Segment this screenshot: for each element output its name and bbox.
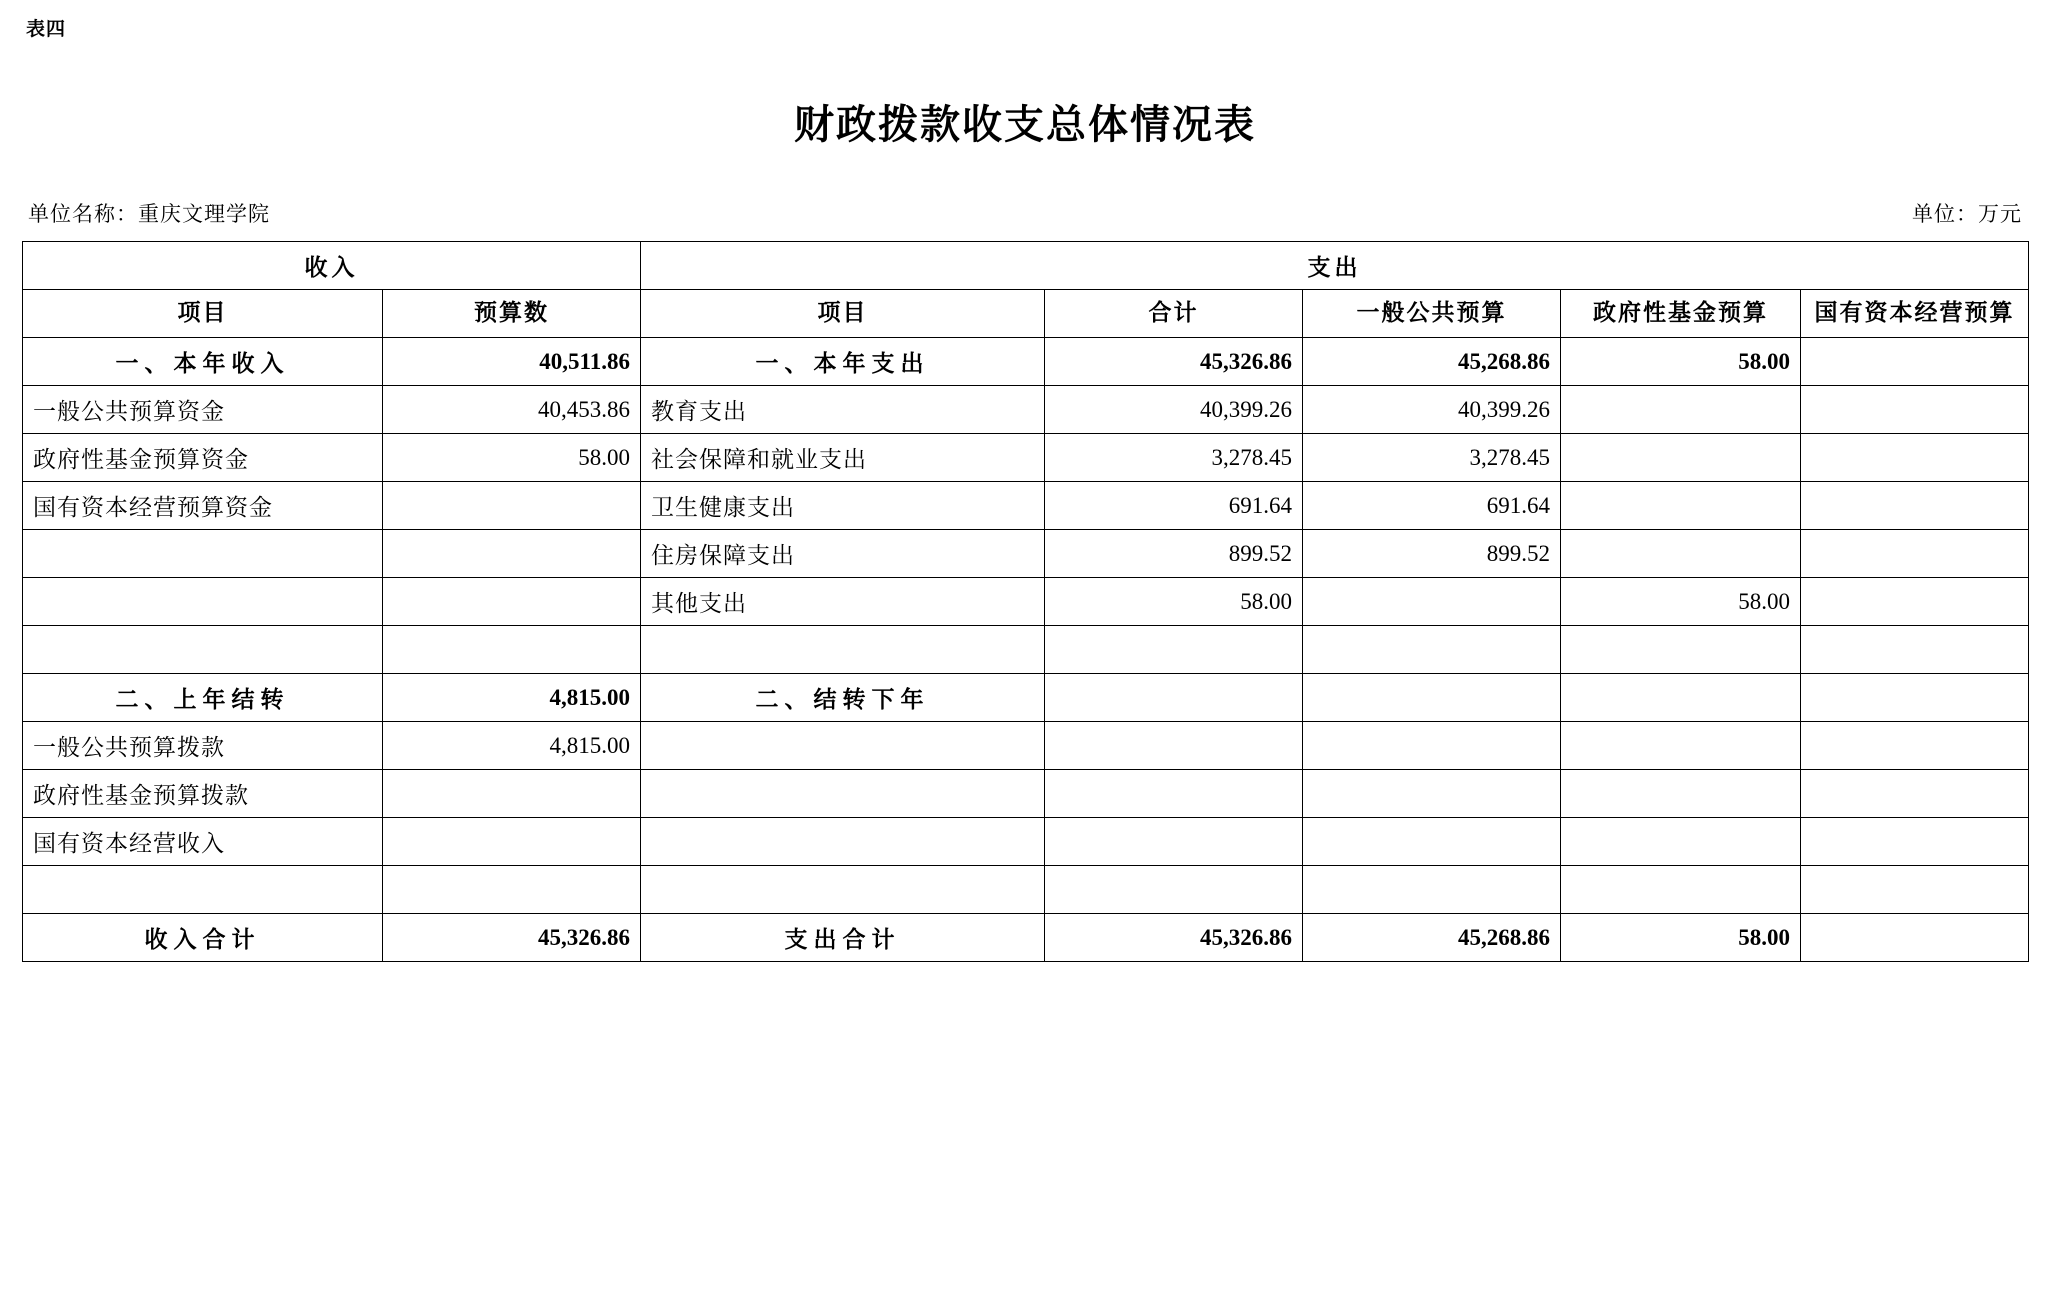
cell-total — [1045, 674, 1303, 722]
cell-income-budget: 40,453.86 — [383, 386, 641, 434]
cell-general-public-budget: 899.52 — [1303, 530, 1561, 578]
cell-expense-item: 支出合计 — [641, 914, 1045, 962]
header-state-capital-budget: 国有资本经营预算 — [1801, 290, 2029, 338]
cell-total — [1045, 866, 1303, 914]
cell-general-public-budget: 45,268.86 — [1303, 914, 1561, 962]
cell-general-public-budget — [1303, 866, 1561, 914]
cell-expense-item: 其他支出 — [641, 578, 1045, 626]
header-income-item: 项目 — [23, 290, 383, 338]
table-body — [23, 242, 2029, 962]
cell-gov-fund-budget: 58.00 — [1561, 914, 1801, 962]
cell-income-budget: 4,815.00 — [383, 722, 641, 770]
table-row — [23, 866, 2029, 914]
cell-state-capital-budget — [1801, 914, 2029, 962]
cell-income-item: 政府性基金预算资金 — [23, 434, 383, 482]
column-header-row — [23, 290, 2029, 338]
table-row — [23, 818, 2029, 866]
cell-gov-fund-budget — [1561, 386, 1801, 434]
cell-income-item — [23, 626, 383, 674]
cell-general-public-budget — [1303, 818, 1561, 866]
cell-gov-fund-budget — [1561, 530, 1801, 578]
cell-income-item — [23, 578, 383, 626]
cell-expense-item — [641, 818, 1045, 866]
group-header-expense: 支出 — [641, 242, 2029, 290]
cell-state-capital-budget — [1801, 530, 2029, 578]
cell-state-capital-budget — [1801, 818, 2029, 866]
cell-gov-fund-budget: 58.00 — [1561, 338, 1801, 386]
cell-general-public-budget — [1303, 578, 1561, 626]
header-general-public-budget: 一般公共预算 — [1303, 290, 1561, 338]
cell-expense-item: 住房保障支出 — [641, 530, 1045, 578]
table-row — [23, 338, 2029, 386]
unit-measure: 单位：万元 — [1912, 202, 2022, 226]
cell-expense-item — [641, 722, 1045, 770]
cell-state-capital-budget — [1801, 434, 2029, 482]
cell-total — [1045, 722, 1303, 770]
cell-expense-item: 社会保障和就业支出 — [641, 434, 1045, 482]
cell-general-public-budget — [1303, 626, 1561, 674]
table-row — [23, 722, 2029, 770]
cell-income-budget: 4,815.00 — [383, 674, 641, 722]
budget-table — [22, 241, 2029, 962]
cell-gov-fund-budget — [1561, 866, 1801, 914]
cell-income-budget — [383, 866, 641, 914]
cell-total — [1045, 626, 1303, 674]
table-row — [23, 578, 2029, 626]
cell-gov-fund-budget — [1561, 434, 1801, 482]
header-income-budget: 预算数 — [383, 290, 641, 338]
cell-income-item: 国有资本经营预算资金 — [23, 482, 383, 530]
cell-state-capital-budget — [1801, 866, 2029, 914]
cell-state-capital-budget — [1801, 338, 2029, 386]
cell-total: 691.64 — [1045, 482, 1303, 530]
cell-state-capital-budget — [1801, 482, 2029, 530]
cell-total: 58.00 — [1045, 578, 1303, 626]
cell-total: 45,326.86 — [1045, 914, 1303, 962]
cell-income-budget — [383, 482, 641, 530]
cell-income-budget: 58.00 — [383, 434, 641, 482]
cell-expense-item: 卫生健康支出 — [641, 482, 1045, 530]
cell-gov-fund-budget — [1561, 722, 1801, 770]
cell-state-capital-budget — [1801, 578, 2029, 626]
cell-income-item: 一、本年收入 — [23, 338, 383, 386]
table-row — [23, 530, 2029, 578]
group-header-row — [23, 242, 2029, 290]
table-row — [23, 482, 2029, 530]
cell-total — [1045, 818, 1303, 866]
cell-income-item: 二、上年结转 — [23, 674, 383, 722]
cell-general-public-budget: 3,278.45 — [1303, 434, 1561, 482]
cell-total — [1045, 770, 1303, 818]
cell-income-budget — [383, 578, 641, 626]
cell-gov-fund-budget — [1561, 770, 1801, 818]
cell-expense-item — [641, 866, 1045, 914]
cell-expense-item: 教育支出 — [641, 386, 1045, 434]
cell-general-public-budget: 45,268.86 — [1303, 338, 1561, 386]
cell-state-capital-budget — [1801, 722, 2029, 770]
header-gov-fund-budget: 政府性基金预算 — [1561, 290, 1801, 338]
cell-expense-item: 一、本年支出 — [641, 338, 1045, 386]
cell-state-capital-budget — [1801, 770, 2029, 818]
table-row — [23, 626, 2029, 674]
cell-income-budget — [383, 770, 641, 818]
cell-general-public-budget — [1303, 722, 1561, 770]
cell-state-capital-budget — [1801, 386, 2029, 434]
cell-income-budget — [383, 530, 641, 578]
sheet-label: 表四 — [26, 19, 67, 40]
cell-gov-fund-budget — [1561, 626, 1801, 674]
cell-general-public-budget: 40,399.26 — [1303, 386, 1561, 434]
cell-income-budget: 40,511.86 — [383, 338, 641, 386]
cell-general-public-budget — [1303, 674, 1561, 722]
cell-expense-item — [641, 626, 1045, 674]
table-row — [23, 770, 2029, 818]
cell-income-budget: 45,326.86 — [383, 914, 641, 962]
table-row — [23, 914, 2029, 962]
meta-row — [22, 198, 2028, 228]
cell-income-item: 政府性基金预算拨款 — [23, 770, 383, 818]
cell-income-item: 国有资本经营收入 — [23, 818, 383, 866]
cell-income-item: 一般公共预算资金 — [23, 386, 383, 434]
header-expense-item: 项目 — [641, 290, 1045, 338]
group-header-income: 收入 — [23, 242, 641, 290]
cell-total: 3,278.45 — [1045, 434, 1303, 482]
cell-total: 899.52 — [1045, 530, 1303, 578]
cell-total: 40,399.26 — [1045, 386, 1303, 434]
cell-state-capital-budget — [1801, 674, 2029, 722]
cell-expense-item — [641, 770, 1045, 818]
cell-general-public-budget: 691.64 — [1303, 482, 1561, 530]
cell-gov-fund-budget — [1561, 482, 1801, 530]
unit-name: 单位名称：重庆文理学院 — [28, 202, 270, 226]
cell-state-capital-budget — [1801, 626, 2029, 674]
table-row — [23, 434, 2029, 482]
table-row — [23, 674, 2029, 722]
cell-general-public-budget — [1303, 770, 1561, 818]
cell-income-item: 收入合计 — [23, 914, 383, 962]
cell-gov-fund-budget — [1561, 818, 1801, 866]
cell-gov-fund-budget: 58.00 — [1561, 578, 1801, 626]
cell-income-budget — [383, 818, 641, 866]
cell-income-item — [23, 866, 383, 914]
cell-income-item — [23, 530, 383, 578]
cell-expense-item: 二、结转下年 — [641, 674, 1045, 722]
page-title: 财政拨款收支总体情况表 — [794, 102, 1256, 147]
cell-gov-fund-budget — [1561, 674, 1801, 722]
cell-total: 45,326.86 — [1045, 338, 1303, 386]
table-row — [23, 386, 2029, 434]
header-total: 合计 — [1045, 290, 1303, 338]
cell-income-item: 一般公共预算拨款 — [23, 722, 383, 770]
cell-income-budget — [383, 626, 641, 674]
